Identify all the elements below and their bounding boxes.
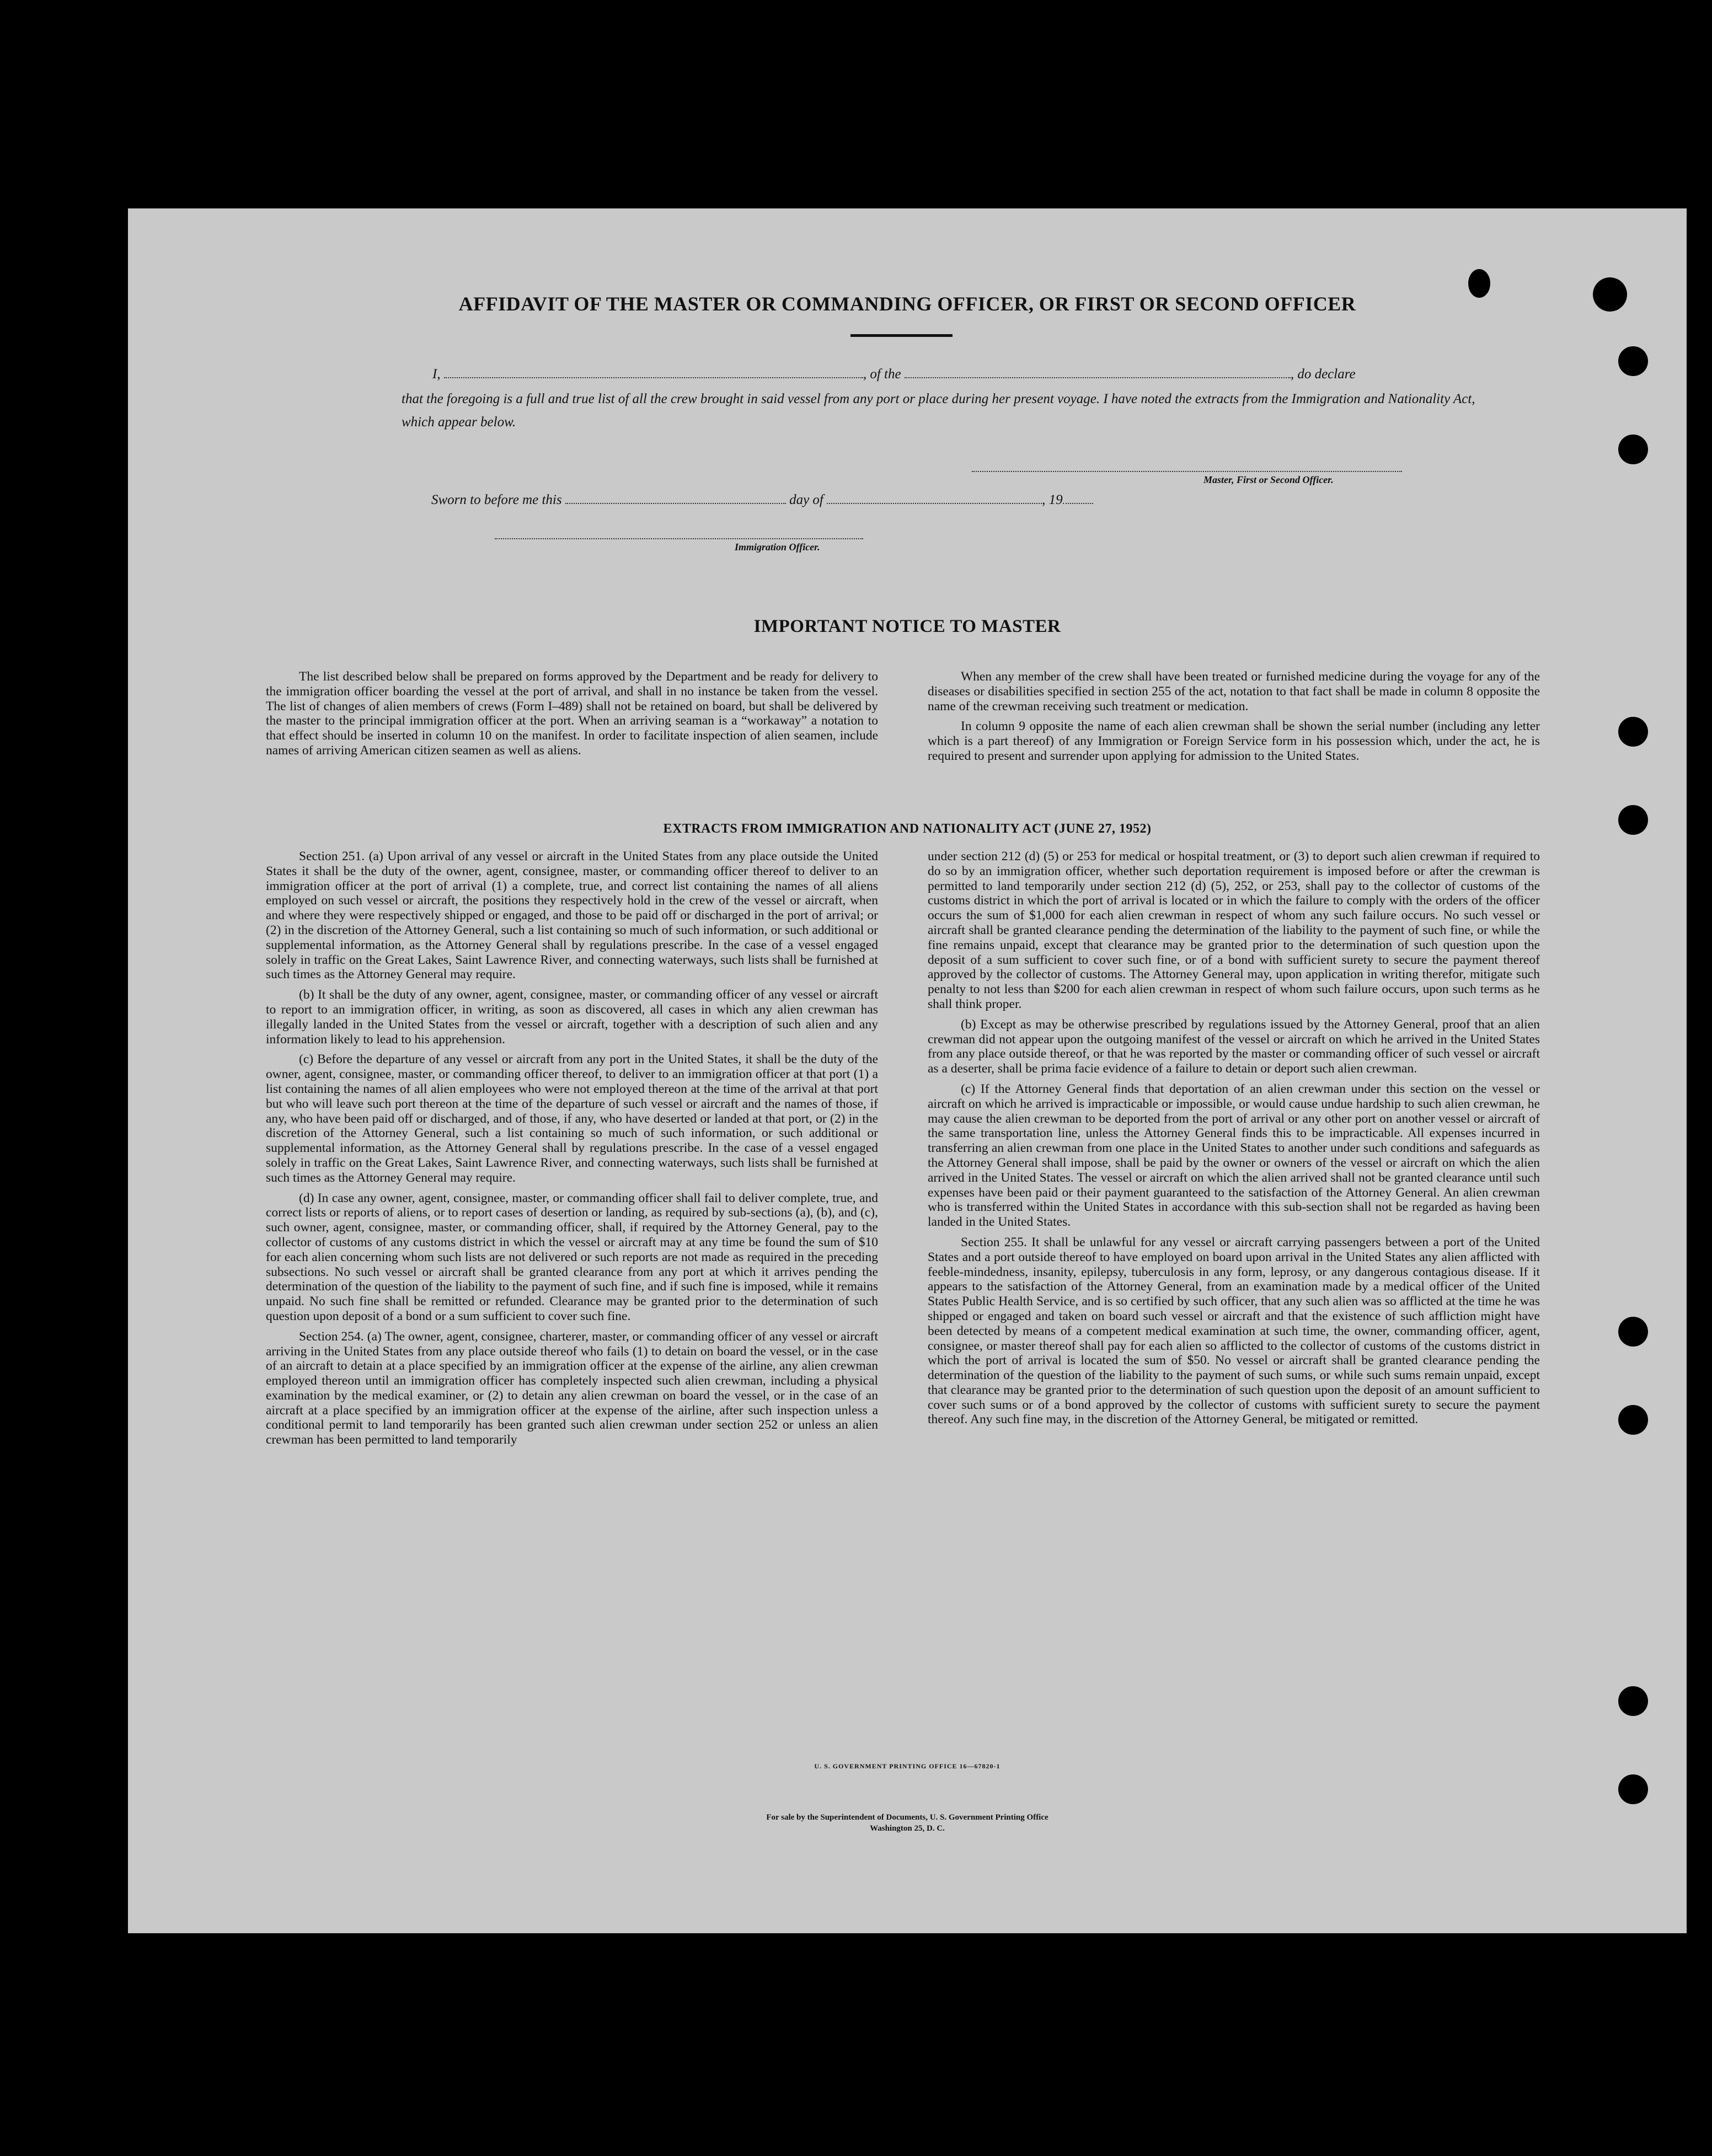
affidavit-statement: that the foregoing is a full and true list of all the crew brought in said vessel from any port or place during her present voyage. I have noted the extracts from the Immigration and Nationality Act, which appear below. <box>402 391 1475 430</box>
punch-hole <box>1618 1405 1648 1435</box>
master-signature-line[interactable] <box>972 471 1402 472</box>
punch-hole <box>1468 269 1490 298</box>
notice-right-column <box>928 669 1540 769</box>
year-blank[interactable] <box>1063 491 1093 504</box>
document-page <box>128 208 1687 1933</box>
label-day-of: day of <box>789 492 823 507</box>
name-blank[interactable] <box>444 365 863 378</box>
act-section-paragraph: (b) It shall be the duty of any owner, agent, consignee, master, or commanding officer of any vessel or aircraft to report to an immigration officer, in writing, as soon as discovered, all cases in which any alien crewman has illegally landed in the United States from the vessel or aircraft, together with a description of such alien and any information likely to lead to his apprehension. <box>266 988 878 1047</box>
notice-paragraph: When any member of the crew shall have been treated or furnished medicine during the voyage for any of the diseases or disabilities specified in section 255 of the act, notation to that fact shall be made in column 8 opposite the name of the crewman receiving such treatment or medication. <box>928 669 1540 714</box>
sale-notice-line-2: Washington 25, D. C. <box>870 1824 945 1833</box>
label-year: , 19 <box>1042 492 1063 507</box>
punch-hole <box>1618 1686 1648 1716</box>
day-blank[interactable] <box>565 491 786 504</box>
label-sworn: Sworn to before me this <box>431 492 562 507</box>
notice-paragraph: The list described below shall be prepared on forms approved by the Department and be ready for delivery to the immigration officer boarding the vessel at the port of arrival, and shall in no instance be taken from the vessel. The list of changes of alien members of crews (Form I–489) shall not be retained on board, but shall be delivered by the master to the principal immigration officer at the port. When an arriving seaman is a “workaway” a notation to that effect should be inserted in column 10 on the manifest. In order to facilitate inspection of alien seamen, include names of arriving American citizen seamen as well as aliens. <box>266 669 878 758</box>
punch-hole <box>1593 277 1627 312</box>
act-section-paragraph: (d) In case any owner, agent, consignee, master, or commanding officer shall fail to deliver complete, true, and correct lists or reports of aliens, or to report cases of desertion or landing, as required by sub-sections (a), (b), and (c), such owner, agent, consignee, master, or commanding officer, shall, if required by the Attorney General, pay to the collector of customs of any customs district in which the vessel or aircraft may at any time be found the sum of $10 for each alien concerning whom such lists are not delivered or such reports are not made as required in the preceding subsections. No such vessel or aircraft shall be granted clearance from any port at which it arrives pending the determination of the question of the liability to the payment of such fine, and if such fine is imposed, while it remains unpaid. No such fine shall be remitted or refunded. Clearance may be granted prior to the determination of such question upon deposit of a bond or a sum sufficient to cover such fine. <box>266 1190 878 1323</box>
month-blank[interactable] <box>827 491 1042 504</box>
punch-hole <box>1618 1774 1648 1804</box>
affidavit-title: AFFIDAVIT OF THE MASTER OR COMMANDING OFFICER, OR FIRST OR SECOND OFFICER <box>458 293 1356 315</box>
sworn-line <box>431 491 1093 508</box>
extracts-title: EXTRACTS FROM IMMIGRATION AND NATIONALITY ACT (JUNE 27, 1952) <box>663 822 1152 836</box>
immigration-officer-label: Immigration Officer. <box>735 541 820 553</box>
act-section-paragraph: (c) If the Attorney General finds that deportation of an alien crewman under this section on the vessel or aircraft on which he arrived is impracticable or impossible, or would cause undue hardship to such alien crewman, he may cause the alien crewman to be deported from the port of arrival or any other port on another vessel or aircraft of the same transportation line, unless the Attorney General finds this to be impracticable. All expenses incurred in transferring an alien crewman from one place in the United States to another under such conditions and safeguards as the Attorney General shall impose, shall be paid by the owner or owners of the vessel or aircraft on which the alien arrived in the United States. The vessel or aircraft on which the alien arrived shall not be granted clearance until such expenses have been paid or their payment guaranteed to the satisfaction of the Attorney General. An alien crewman who is transferred within the United States in accordance with this sub-section shall not be regarded as having been landed in the United States. <box>928 1081 1540 1230</box>
punch-hole <box>1618 346 1648 376</box>
punch-hole <box>1618 805 1648 835</box>
label-i: I, <box>432 367 441 382</box>
act-section-paragraph: Section 255. It shall be unlawful for any vessel or aircraft carrying passengers between a port of the United States and a port outside thereof to have employed on board upon arrival in the United States any alien afflicted with feeble-mindedness, insanity, epilepsy, tuberculosis in any form, leprosy, or any dangerous contagious disease. If it appears to the satisfaction of the Attorney General, from an examination made by a medical officer of the United States Public Health Service, and is so certified by such officer, that any such alien was so afflicted at the time he was shipped or engaged and taken on board such vessel or aircraft and that the existence of such affliction might have been detected by means of a competent medical examination at such time, the owner, commanding officer, agent, consignee, or master thereof shall pay for each alien so afflicted to the collector of customs of the customs district in which the port of arrival is located the sum of $50. No vessel or aircraft shall be granted clearance pending the determination of the question of the liability to the payment of such sums, or while such sums remain unpaid, except that clearance may be granted prior to the determination of such question upon the deposit of an amount sufficient to cover such sums or of a bond approved by the collector of customs with sufficient surety to secure the payment thereof. Any such fine may, in the discretion of the Attorney General, be mitigated or remitted. <box>928 1235 1540 1427</box>
act-section-paragraph: under section 212 (d) (5) or 253 for medical or hospital treatment, or (3) to deport such alien crewman if required to do so by an immigration officer, whether such deportation requirement is imposed before or after the crewman is permitted to land temporarily under section 212 (d) (5), 252, or 253, shall pay to the collector of customs of the customs district in which the port of arrival is located or in which the failure to comply with the orders of the officer occurs the sum of $1,000 for each alien crewman in respect of whom any such failure occurs. No such vessel or aircraft shall be granted clearance pending the determination of the liability to the payment of such fine, or while the fine remains unpaid, except that clearance may be granted prior to the determination of such question upon the deposit of a sum sufficient to cover such fine, or of a bond with sufficient surety to secure the payment thereof approved by the collector of customs. The Attorney General may, upon application in writing therefor, mitigate such penalty to not less than $200 for each alien crewman in respect of whom such failure occurs, upon such terms as he shall think proper. <box>928 849 1540 1011</box>
punch-hole <box>1618 1317 1648 1347</box>
label-of-the: , of the <box>863 367 901 382</box>
act-section-paragraph: (b) Except as may be otherwise prescribed by regulations issued by the Attorney General, proof that an alien crewman did not appear upon the outgoing manifest of the vessel or aircraft on which he arrived in the United States from any place outside thereof, or that he was reported by the master or commanding officer of such vessel or aircraft as a deserter, shall be prima facie evidence of a failure to detain or deport such alien crewman. <box>928 1017 1540 1076</box>
master-signature-label: Master, First or Second Officer. <box>1203 474 1334 485</box>
punch-hole <box>1618 717 1648 747</box>
act-section-paragraph: Section 254. (a) The owner, agent, consignee, charterer, master, or commanding officer of any vessel or aircraft arriving in the United States from any place outside thereof who fails (1) to detain on board the vessel, or in the case of an aircraft to detain at a place specified by an immigration officer at the expense of the airline, any alien crewman employed thereon until an immigration officer has completely inspected such alien crewman, including a physical examination by the medical examiner, or (2) to detain any alien crewman on board the vessel, or in the case of an aircraft at a place specified by an immigration officer at the expense of the airline, after such inspection unless a conditional permit to land temporarily has been granted such alien crewman under section 252 or unless an alien crewman has been permitted to land temporarily <box>266 1329 878 1447</box>
punch-hole <box>1618 435 1648 464</box>
printing-office-line: U. S. GOVERNMENT PRINTING OFFICE 16—67820-1 <box>814 1762 1001 1770</box>
notice-left-column <box>266 669 878 764</box>
sale-notice-line-1: For sale by the Superintendent of Documents, U. S. Government Printing Office <box>766 1813 1048 1822</box>
notice-title: IMPORTANT NOTICE TO MASTER <box>753 616 1061 636</box>
title-underline <box>850 334 953 337</box>
act-section-paragraph: Section 251. (a) Upon arrival of any vessel or aircraft in the United States from any place outside the United States it shall be the duty of the owner, agent, consignee, master, or commanding officer thereof to deliver to an immigration officer at the port of arrival (1) a complete, true, and correct list containing the names of all aliens employed on such vessel or aircraft, the positions they respectively hold in the crew of the vessel or aircraft, when and where they were respectively shipped or engaged, and those to be paid off or discharged in the port of arrival; or (2) in the discretion of the Attorney General, such a list containing so much of such information, or such additional or supplemental information, as the Attorney General shall by regulations prescribe. In the case of a vessel engaged solely in traffic on the Great Lakes, Saint Lawrence River, and connecting waterways, such lists shall be furnished at such times as the Attorney General may require. <box>266 849 878 982</box>
extracts-right-column <box>928 849 1540 1433</box>
label-do-declare: , do declare <box>1290 367 1356 382</box>
vessel-blank[interactable] <box>905 365 1291 378</box>
act-section-paragraph: (c) Before the departure of any vessel or aircraft from any port in the United States, it shall be the duty of the owner, agent, consignee, master, or commanding officer thereof, to deliver to an immigration officer at that port (1) a list containing the names of all alien employees who were not employed thereon at the time of the arrival at that port but who will leave such port thereon at the time of the departure of such vessel or aircraft and the names of those, if any, who have been paid off or discharged, and of those, if any, who have deserted or landed at that port, or (2) in the discretion of the Attorney General, such a list containing so much of such information, or such additional or supplemental information, as the Attorney General shall by regulations prescribe. In the case of a vessel engaged solely in traffic on the Great Lakes, Saint Lawrence River, and connecting waterways, such lists shall be furnished at such times as the Attorney General may require. <box>266 1052 878 1185</box>
notice-paragraph: In column 9 opposite the name of each alien crewman shall be shown the serial number (including any letter which is a part thereof) of any Immigration or Foreign Service form in his possession which, under the act, he is required to present and surrender upon applying for admission to the United States. <box>928 719 1540 763</box>
affidavit-declaration-line <box>432 365 1497 382</box>
extracts-left-column <box>266 849 878 1453</box>
immigration-officer-signature-line[interactable] <box>495 538 863 539</box>
